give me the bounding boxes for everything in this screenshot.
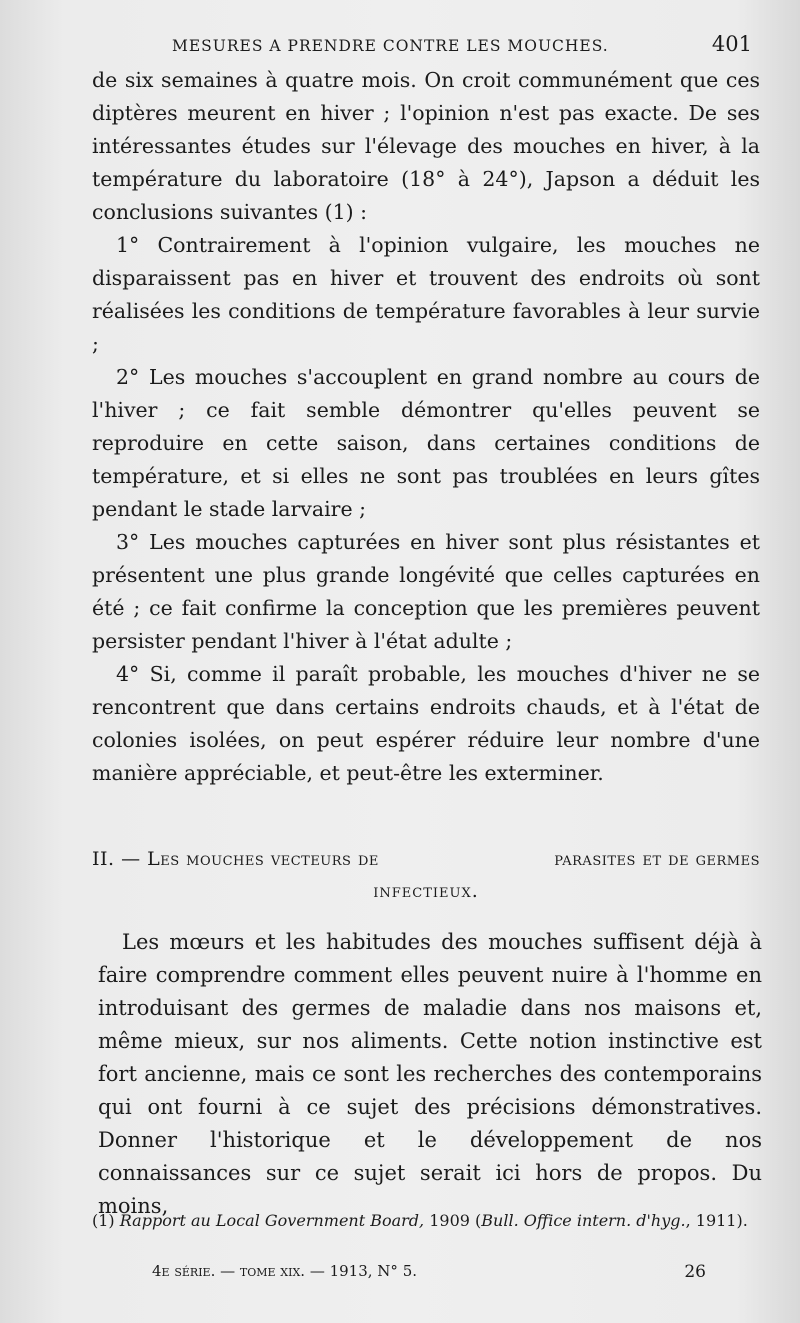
footnote-year: 1909 ( (429, 1211, 482, 1230)
section-heading-line2: infectieux. (373, 880, 479, 902)
footer-signature: 26 (684, 1262, 706, 1282)
section-heading-part1: II. — Les mouches vecteurs de (92, 848, 379, 870)
footnote-marker: (1) (92, 1211, 115, 1230)
conclusion-3: 3° Les mouches capturées en hiver sont plus résistantes et présentent une plus grande longévité que celles capturées en été ; ce fait confirme la conception que les premières peuvent persister pendant l'hiver à l'état adulte ; (92, 530, 760, 653)
section-heading (92, 843, 760, 907)
conclusion-2: 2° Les mouches s'accouplent en grand nombre au cours de l'hiver ; ce fait semble démontrer qu'elles peuvent se reproduire en cette saison, dans certaines conditions de température, et si elles ne sont pas troublées en leurs gîtes pendant le stade larvaire ; (92, 365, 760, 521)
section-paragraph: Les mœurs et les habitudes des mouches suffisent déjà à faire comprendre comment elles peuvent nuire à l'homme en introduisant des germes de maladie dans nos maisons et, même mieux, sur nos aliments. Cette notion instinctive est fort ancienne, mais ce sont les recherches des contemporains qui ont fourni à ce sujet des précisions démonstratives. Donner l'historique et le développement de nos connaissances sur ce sujet serait ici hors de propos. Du moins, (98, 930, 762, 1218)
conclusion-4: 4° Si, comme il paraît probable, les mouches d'hiver ne se rencontrent que dans certains endroits chauds, et à l'état de colonies isolées, on peut espérer réduire leur nombre d'une manière appréciable, et peut-être les exterminer. (92, 662, 760, 785)
section-heading-part2: parasites et de germes (554, 848, 760, 870)
footnote-end: , 1911). (685, 1211, 748, 1230)
conclusion-1: 1° Contrairement à l'opinion vulgaire, les mouches ne disparaissent pas en hiver et trouvent des endroits où sont réalisées les conditions de température favorables à leur survie ; (92, 233, 760, 356)
footnote-source: Bull. Office intern. d'hyg. (481, 1211, 686, 1230)
page-footer (152, 1262, 712, 1282)
running-head: MESURES A PRENDRE CONTRE LES MOUCHES. (172, 37, 609, 55)
footnote-title: Rapport au Local Government Board, (119, 1211, 425, 1230)
footnote (92, 1210, 760, 1232)
intro-paragraph: de six semaines à quatre mois. On croit communément que ces diptères meurent en hiver ; l'opinion n'est pas exacte. De ses intéressantes études sur l'élevage des mouches en hiver, à la température du laboratoire (18° à 24°), Japson a déduit les conclusions suivantes (1) : (92, 68, 760, 224)
page-header (92, 34, 752, 60)
body-text (92, 64, 760, 790)
footer-series: 4e série. — tome xix. — 1913, N° 5. (152, 1262, 418, 1280)
page-number: 401 (711, 32, 752, 56)
section-text (98, 926, 762, 1223)
